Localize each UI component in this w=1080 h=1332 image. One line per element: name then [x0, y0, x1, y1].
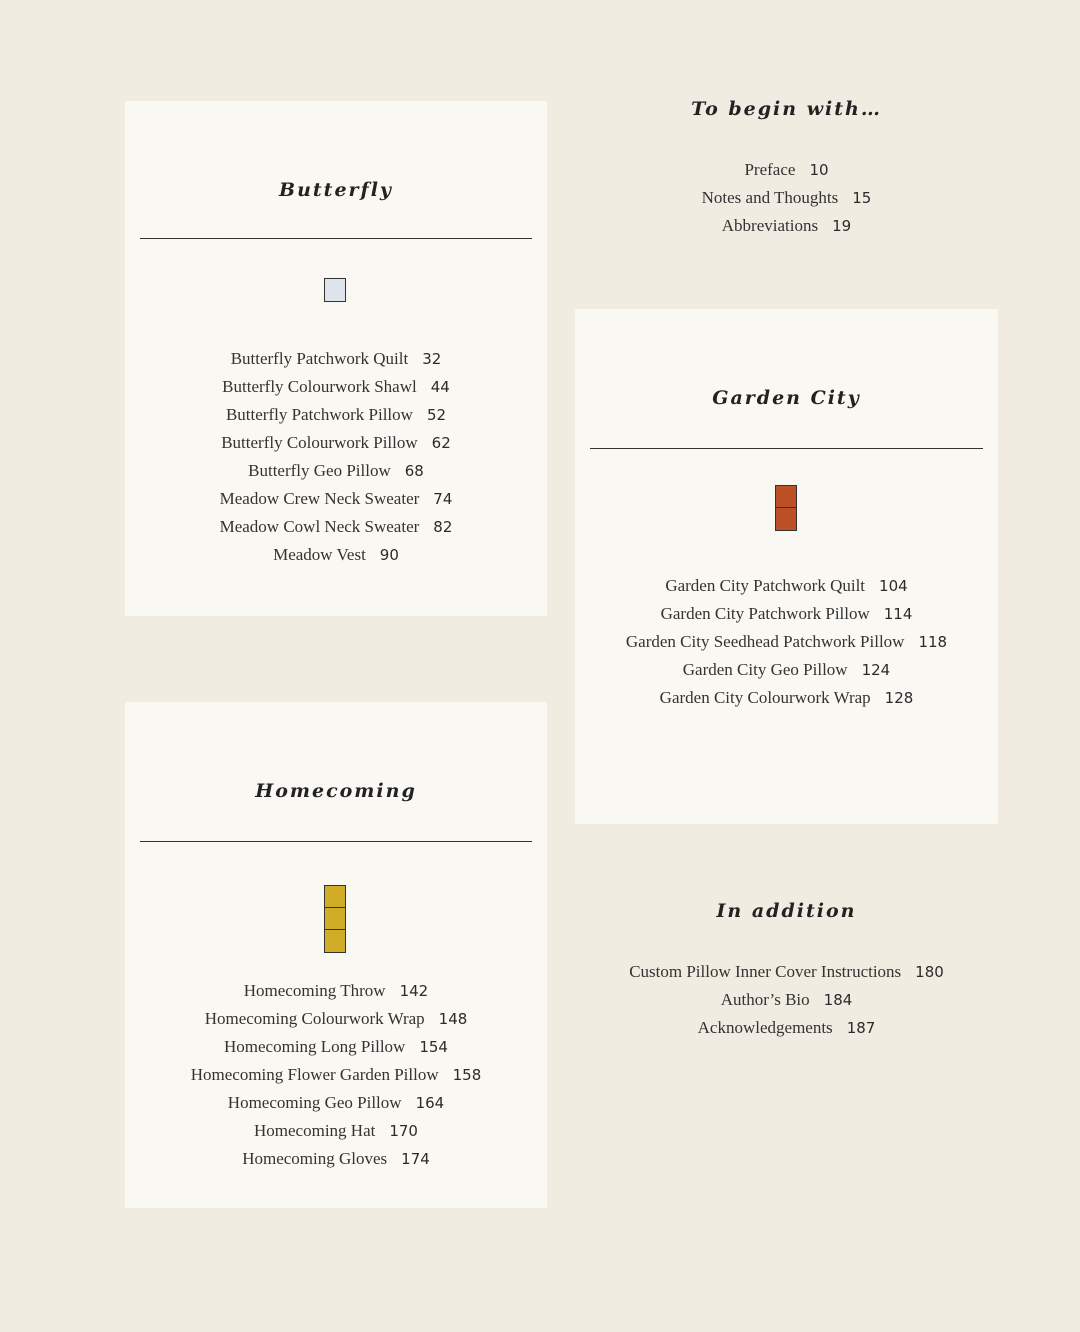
entry-title: Meadow Vest	[273, 545, 366, 564]
toc-entry[interactable]	[575, 656, 998, 684]
toc-entry[interactable]	[125, 1145, 547, 1173]
entry-title: Homecoming Colourwork Wrap	[204, 1009, 425, 1028]
entry-page: 10	[809, 161, 829, 179]
toc-list	[125, 345, 547, 569]
divider	[140, 238, 532, 239]
toc-entry[interactable]	[125, 1033, 547, 1061]
toc-entry[interactable]	[575, 156, 998, 184]
toc-entry[interactable]	[125, 429, 547, 457]
toc-list	[575, 572, 998, 712]
toc-entry[interactable]	[575, 600, 998, 628]
toc-entry[interactable]	[125, 513, 547, 541]
entry-title: Custom Pillow Inner Cover Instructions	[629, 962, 902, 981]
swatch-block	[325, 908, 345, 930]
entry-title: Butterfly Colourwork Pillow	[221, 433, 418, 452]
divider	[140, 841, 532, 842]
entry-page: 128	[884, 689, 914, 707]
toc-entry[interactable]	[575, 684, 998, 712]
toc-entry[interactable]	[125, 1061, 547, 1089]
toc-entry[interactable]	[125, 541, 547, 569]
entry-page: 44	[430, 378, 450, 396]
entry-title: Abbreviations	[721, 216, 819, 235]
entry-title: Acknowledgements	[697, 1018, 833, 1037]
section-title: Garden City	[712, 387, 861, 409]
swatch-block	[776, 508, 796, 530]
entry-page: 19	[832, 217, 852, 235]
toc-entry[interactable]	[125, 1005, 547, 1033]
entry-title: Homecoming Gloves	[242, 1149, 388, 1168]
toc-entry[interactable]	[575, 572, 998, 600]
entry-page: 52	[426, 406, 447, 424]
toc-entry[interactable]	[125, 1117, 547, 1145]
entry-title: Homecoming Flower Garden Pillow	[190, 1065, 439, 1084]
color-swatch-icon	[775, 485, 797, 531]
entry-title: Butterfly Patchwork Pillow	[225, 405, 413, 424]
entry-page: 170	[389, 1122, 418, 1140]
entry-title: Meadow Cowl Neck Sweater	[219, 517, 420, 536]
entry-page: 68	[404, 462, 424, 480]
entry-page: 124	[861, 661, 891, 679]
entry-title: Homecoming Geo Pillow	[227, 1093, 402, 1112]
toc-entry[interactable]	[125, 373, 547, 401]
entry-title: Garden City Patchwork Pillow	[660, 604, 870, 623]
entry-page: 114	[883, 605, 913, 623]
toc-entry[interactable]	[575, 184, 998, 212]
entry-page: 32	[422, 350, 442, 368]
section-intro	[575, 90, 998, 250]
swatch-block	[776, 486, 796, 508]
section-title: In addition	[716, 900, 857, 922]
toc-entry[interactable]	[125, 485, 547, 513]
toc-list	[575, 958, 998, 1042]
toc-list	[125, 977, 547, 1173]
toc-entry[interactable]	[575, 628, 998, 656]
toc-entry[interactable]	[125, 1089, 547, 1117]
entry-page: 74	[433, 490, 453, 508]
entry-page: 158	[452, 1066, 482, 1084]
entry-title: Notes and Thoughts	[701, 188, 839, 207]
section-butterfly	[125, 101, 547, 616]
entry-title: Preface	[744, 160, 796, 179]
section-homecoming	[125, 702, 547, 1208]
entry-title: Homecoming Hat	[254, 1121, 376, 1140]
entry-title: Meadow Crew Neck Sweater	[219, 489, 420, 508]
entry-title: Butterfly Patchwork Quilt	[230, 349, 409, 368]
toc-entry[interactable]	[575, 1014, 998, 1042]
entry-page: 164	[415, 1094, 445, 1112]
entry-title: Garden City Seedhead Patchwork Pillow	[625, 632, 905, 651]
entry-title: Garden City Colourwork Wrap	[659, 688, 871, 707]
entry-page: 90	[379, 546, 399, 564]
entry-page: 142	[399, 982, 429, 1000]
color-swatch-icon	[324, 885, 346, 953]
entry-title: Garden City Geo Pillow	[682, 660, 848, 679]
swatch-block	[325, 886, 345, 908]
toc-entry[interactable]	[125, 457, 547, 485]
entry-page: 82	[433, 518, 453, 536]
entry-title: Author’s Bio	[720, 990, 810, 1009]
toc-entry[interactable]	[125, 345, 547, 373]
entry-page: 15	[852, 189, 872, 207]
swatch-block	[325, 930, 345, 952]
entry-title: Homecoming Throw	[243, 981, 386, 1000]
entry-page: 187	[846, 1019, 876, 1037]
entry-page: 148	[438, 1010, 468, 1028]
toc-entry[interactable]	[575, 986, 998, 1014]
entry-page: 154	[419, 1038, 448, 1056]
entry-page: 104	[879, 577, 908, 595]
section-title: Butterfly	[279, 179, 393, 201]
toc-entry[interactable]	[575, 212, 998, 240]
entry-title: Butterfly Geo Pillow	[248, 461, 391, 480]
entry-title: Butterfly Colourwork Shawl	[222, 377, 417, 396]
entry-page: 180	[915, 963, 944, 981]
entry-title: Garden City Patchwork Quilt	[665, 576, 866, 595]
toc-list	[575, 156, 998, 240]
toc-entry[interactable]	[575, 958, 998, 986]
toc-entry[interactable]	[125, 401, 547, 429]
swatch-block	[325, 279, 345, 301]
section-in-addition	[575, 892, 998, 1062]
entry-page: 118	[918, 633, 948, 651]
color-swatch-icon	[324, 278, 346, 302]
section-title: Homecoming	[255, 780, 417, 802]
entry-page: 184	[823, 991, 853, 1009]
divider	[590, 448, 983, 449]
entry-page: 174	[401, 1150, 430, 1168]
entry-page: 62	[431, 434, 451, 452]
entry-title: Homecoming Long Pillow	[224, 1037, 406, 1056]
section-title: To begin with…	[691, 98, 882, 120]
toc-entry[interactable]	[125, 977, 547, 1005]
section-garden-city	[575, 309, 998, 824]
